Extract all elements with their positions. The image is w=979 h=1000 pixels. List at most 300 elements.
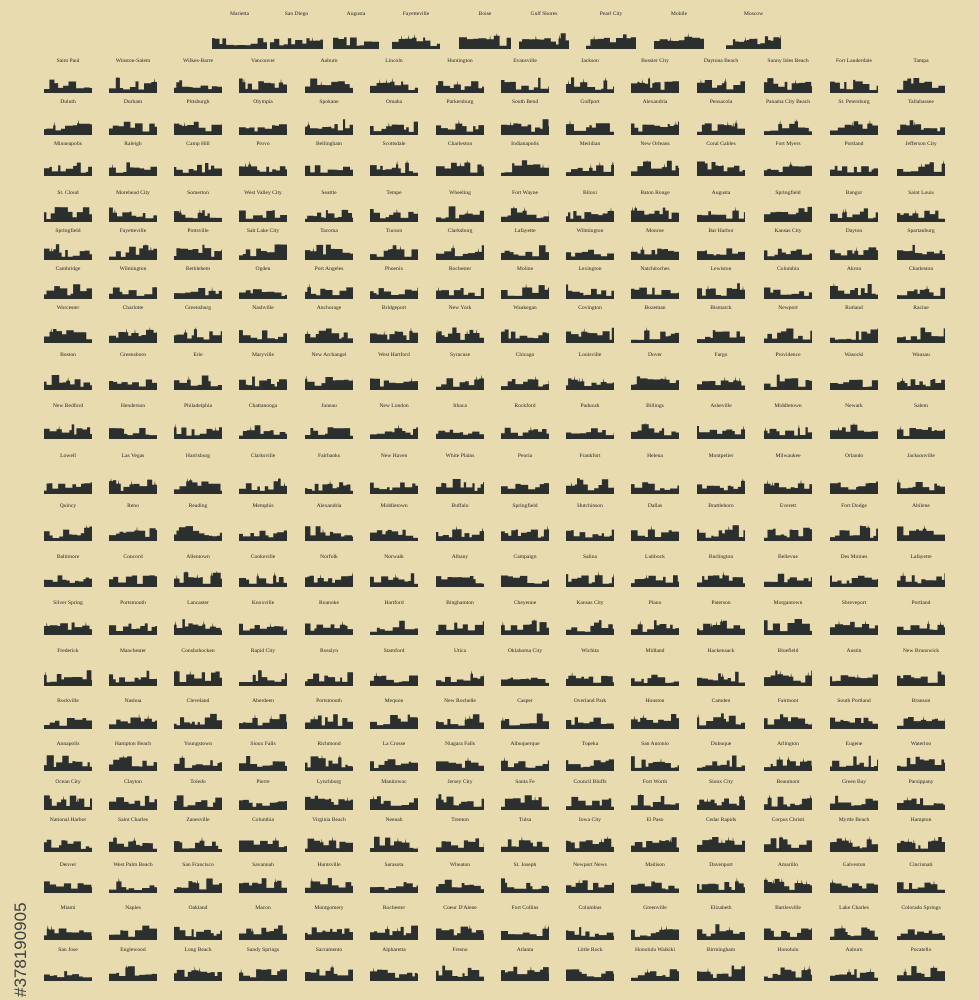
city-cell	[305, 305, 353, 343]
city-cell	[697, 99, 745, 135]
city-skyline-silhouette	[830, 77, 878, 93]
city-cell	[764, 779, 812, 810]
city-name: Saint Paul	[56, 58, 80, 64]
city-skyline-silhouette	[501, 244, 549, 260]
skyline-shape	[392, 34, 440, 49]
skyline-shape	[174, 619, 222, 635]
city-skyline-silhouette	[370, 160, 418, 176]
city-name: Charleston	[447, 141, 473, 147]
city-name: Fresno	[452, 947, 468, 953]
city-cell	[305, 698, 353, 729]
skyline-shape	[830, 674, 878, 686]
city-skyline-silhouette	[239, 478, 287, 494]
city-name: Frederick	[57, 648, 79, 654]
city-cell	[830, 600, 878, 635]
skyline-shape	[631, 288, 679, 299]
city-cell	[501, 141, 549, 176]
city-cell	[305, 266, 353, 299]
city-name: Camden	[711, 698, 731, 704]
city-name: Fort Lauderdale	[836, 58, 872, 64]
city-skyline-silhouette	[897, 77, 945, 93]
city-cell	[697, 266, 745, 299]
city-name: Durham	[123, 99, 143, 105]
skyline-shape	[370, 573, 418, 587]
city-skyline-silhouette	[370, 206, 418, 222]
city-name: Honolulu Waikiki	[635, 947, 675, 953]
city-skyline-silhouette	[44, 283, 92, 299]
skyline-shape	[697, 248, 745, 260]
city-name: Wilkes-Barre	[183, 58, 213, 64]
city-cell	[501, 698, 549, 729]
city-cell	[830, 305, 878, 343]
city-cell	[897, 779, 945, 810]
city-skyline-silhouette	[631, 283, 679, 299]
city-name: Naples	[125, 905, 141, 911]
skyline-shape	[109, 327, 157, 343]
city-skyline-silhouette	[370, 670, 418, 686]
city-name: Sarasota	[384, 862, 404, 868]
city-skyline-silhouette	[501, 924, 549, 940]
city-skyline-silhouette	[764, 283, 812, 299]
skyline-shape	[501, 795, 549, 810]
city-skyline-silhouette	[44, 877, 92, 893]
city-name: Cleveland	[186, 698, 210, 704]
city-skyline-silhouette	[44, 160, 92, 176]
city-name: Lewiston	[710, 266, 732, 272]
city-name: Fort Worth	[642, 779, 668, 785]
skyline-shape	[305, 714, 353, 729]
city-cell	[654, 11, 704, 49]
city-name: South Portland	[837, 698, 871, 704]
city-cell	[697, 305, 745, 343]
city-name: Pocatello	[910, 947, 932, 953]
city-skyline-silhouette	[436, 836, 484, 852]
city-skyline-silhouette	[459, 33, 511, 49]
skyline-shape	[764, 619, 812, 635]
city-skyline-silhouette	[897, 119, 945, 135]
city-cell	[239, 403, 287, 439]
city-name: Tacoma	[320, 228, 338, 234]
city-name: Duluth	[60, 99, 76, 105]
skyline-shape	[631, 206, 679, 222]
city-skyline-silhouette	[566, 755, 614, 771]
city-name: Kansas City	[576, 600, 604, 606]
city-cell	[370, 817, 418, 852]
city-cell	[764, 141, 812, 176]
city-name: Richmond	[317, 741, 341, 747]
city-skyline-silhouette	[239, 327, 287, 343]
city-cell	[897, 554, 945, 587]
city-cell	[566, 228, 614, 260]
skyline-shape	[830, 576, 878, 587]
city-name: Newport	[778, 305, 798, 311]
city-cell	[830, 58, 878, 93]
city-name: Lincoln	[385, 58, 403, 64]
city-name: South Bend	[511, 99, 539, 105]
city-name: Pittsburgh	[186, 99, 210, 105]
skyline-shape	[501, 483, 549, 494]
city-name: Norfolk	[320, 554, 338, 560]
skyline-shape	[305, 572, 353, 587]
city-skyline-silhouette	[631, 755, 679, 771]
city-cell	[897, 266, 945, 299]
city-skyline-silhouette	[174, 836, 222, 852]
city-name: Toledo	[190, 779, 206, 785]
city-skyline-silhouette	[370, 327, 418, 343]
skyline-shape	[239, 714, 287, 729]
city-skyline-silhouette	[174, 755, 222, 771]
city-skyline-silhouette	[436, 924, 484, 940]
city-name: Birmingham	[706, 947, 736, 953]
city-cell	[697, 58, 745, 93]
city-name: Parkersburg	[446, 99, 474, 105]
city-name: Waukegan	[513, 305, 537, 311]
city-name: Syracuse	[449, 352, 471, 358]
city-cell	[370, 352, 418, 390]
city-skyline-silhouette	[501, 374, 549, 390]
city-cell	[897, 453, 945, 494]
city-name: Lake Charles	[839, 905, 869, 911]
city-name: Minneapolis	[54, 141, 82, 147]
city-name: Daytona Beach	[703, 58, 739, 64]
skyline-shape	[501, 245, 549, 260]
city-name: Wichita	[581, 648, 599, 654]
skyline-shape	[109, 965, 157, 981]
skyline-shape	[501, 966, 549, 981]
skyline-shape	[305, 283, 353, 299]
city-cell	[305, 554, 353, 587]
skyline-shape	[239, 478, 287, 494]
city-skyline-silhouette	[501, 794, 549, 810]
city-name: New Rochelle	[444, 698, 476, 704]
city-skyline-silhouette	[239, 713, 287, 729]
city-skyline-silhouette	[697, 713, 745, 729]
skyline-shape	[239, 210, 287, 222]
city-name: Fairmont	[777, 698, 799, 704]
skyline-shape	[305, 165, 353, 176]
city-skyline-silhouette	[631, 836, 679, 852]
city-cell	[174, 403, 222, 439]
skyline-shape	[109, 287, 157, 299]
city-name: New Brunswick	[902, 648, 940, 654]
city-cell	[370, 947, 418, 981]
skyline-shape	[897, 796, 945, 810]
skyline-shape	[764, 249, 812, 260]
city-skyline-silhouette	[586, 33, 636, 49]
city-cell	[239, 453, 287, 494]
city-cell	[305, 99, 353, 135]
city-name: Kansas City	[774, 228, 802, 234]
skyline-shape	[109, 755, 157, 771]
city-cell	[44, 453, 92, 494]
city-skyline-silhouette	[174, 713, 222, 729]
city-name: Fort Collins	[511, 905, 539, 911]
city-name: Reading	[188, 503, 208, 509]
city-skyline-silhouette	[764, 836, 812, 852]
city-skyline-silhouette	[305, 206, 353, 222]
city-cell	[239, 947, 287, 981]
skyline-shape	[897, 525, 945, 541]
city-name: Helena	[647, 453, 663, 459]
skyline-shape	[830, 423, 878, 439]
city-name: Henderson	[120, 403, 146, 409]
city-skyline-silhouette	[697, 965, 745, 981]
city-cell	[239, 190, 287, 222]
city-name: Manitowoc	[381, 779, 407, 785]
city-name: Houston	[645, 698, 665, 704]
city-skyline-silhouette	[764, 924, 812, 940]
city-name: New Archangel	[311, 352, 347, 358]
skyline-shape	[501, 678, 549, 686]
city-cell	[631, 817, 679, 852]
skyline-shape	[697, 283, 745, 299]
city-name: Annapolis	[56, 741, 80, 747]
city-cell	[305, 817, 353, 852]
city-skyline-silhouette	[370, 619, 418, 635]
city-name: Lubbock	[645, 554, 665, 560]
city-cell	[370, 741, 418, 771]
city-cell	[519, 11, 569, 49]
skyline-shape	[305, 427, 353, 439]
city-skyline-silhouette	[897, 713, 945, 729]
city-skyline-silhouette	[501, 77, 549, 93]
city-name: Marietta	[230, 11, 249, 17]
skyline-shape	[501, 376, 549, 391]
city-skyline-silhouette	[109, 571, 157, 587]
city-skyline-silhouette	[631, 924, 679, 940]
city-cell	[174, 741, 222, 771]
city-cell	[305, 648, 353, 686]
city-cell	[109, 600, 157, 635]
city-skyline-silhouette	[239, 374, 287, 390]
city-name: Santa Fe	[515, 779, 535, 785]
city-cell	[239, 648, 287, 686]
city-skyline-silhouette	[501, 713, 549, 729]
city-skyline-silhouette	[897, 374, 945, 390]
city-cell	[501, 862, 549, 893]
city-skyline-silhouette	[631, 160, 679, 176]
skyline-shape	[239, 837, 287, 852]
city-cell	[501, 905, 549, 940]
skyline-shape	[44, 840, 92, 852]
city-skyline-silhouette	[566, 423, 614, 439]
city-skyline-silhouette	[436, 877, 484, 893]
city-skyline-silhouette	[566, 206, 614, 222]
city-cell	[897, 352, 945, 390]
city-cell	[239, 266, 287, 299]
city-skyline-silhouette	[44, 670, 92, 686]
skyline-shape	[566, 428, 614, 439]
city-cell	[44, 698, 92, 729]
city-cell	[436, 503, 484, 541]
city-cell	[897, 698, 945, 729]
skyline-shape	[631, 327, 679, 343]
city-name: Indianapolis	[511, 141, 539, 147]
city-skyline-silhouette	[174, 794, 222, 810]
city-cell	[239, 905, 287, 940]
city-cell	[239, 228, 287, 260]
city-name: Virginia Beach	[312, 817, 346, 823]
skyline-shape	[305, 329, 353, 344]
city-cell	[370, 779, 418, 810]
city-cell	[501, 99, 549, 135]
skyline-shape	[239, 531, 287, 542]
city-cell	[239, 779, 287, 810]
skyline-shape	[501, 924, 549, 940]
skyline-shape	[501, 836, 549, 852]
skyline-shape	[44, 881, 92, 893]
city-skyline-silhouette	[830, 160, 878, 176]
skyline-shape	[239, 330, 287, 343]
skyline-shape	[764, 329, 812, 344]
skyline-shape	[501, 619, 549, 635]
city-name: Lancaster	[187, 600, 209, 606]
city-cell	[44, 58, 92, 93]
city-name: Buffalo	[451, 503, 469, 509]
city-cell	[764, 58, 812, 93]
city-cell	[44, 141, 92, 176]
city-skyline-silhouette	[830, 423, 878, 439]
city-name: Biloxi	[583, 190, 597, 196]
city-name: Dover	[648, 352, 662, 358]
skyline-shape	[830, 482, 878, 495]
city-cell	[501, 600, 549, 635]
city-cell	[830, 141, 878, 176]
city-name: Seattle	[321, 190, 337, 196]
skyline-shape	[897, 757, 945, 771]
city-name: Cincinnati	[909, 862, 933, 868]
skyline-shape	[631, 675, 679, 686]
city-skyline-silhouette	[174, 423, 222, 439]
city-skyline-silhouette	[897, 965, 945, 981]
city-skyline-silhouette	[654, 33, 704, 49]
city-cell	[305, 141, 353, 176]
city-name: Greensboro	[119, 352, 147, 358]
skyline-shape	[897, 716, 945, 729]
city-cell	[631, 141, 679, 176]
city-name: Newark	[845, 403, 863, 409]
skyline-shape	[174, 927, 222, 940]
skyline-shape	[370, 288, 418, 299]
city-name: Manchester	[119, 648, 147, 654]
city-skyline-silhouette	[897, 160, 945, 176]
city-cell	[239, 554, 287, 587]
skyline-shape	[174, 287, 222, 299]
skyline-shape	[697, 836, 745, 852]
city-name: Greensburg	[185, 305, 211, 311]
city-skyline-silhouette	[436, 77, 484, 93]
city-cell	[436, 58, 484, 93]
city-skyline-silhouette	[566, 571, 614, 587]
city-skyline-silhouette	[897, 877, 945, 893]
skyline-shape	[566, 836, 614, 852]
city-name: West Palm Beach	[113, 862, 153, 868]
skyline-shape	[631, 482, 679, 494]
city-name: Coeur D'Alene	[443, 905, 477, 911]
city-name: New Bedford	[52, 403, 84, 409]
city-cell	[436, 352, 484, 390]
city-name: Shreveport	[841, 600, 867, 606]
city-skyline-silhouette	[44, 327, 92, 343]
city-name: Abilene	[912, 503, 930, 509]
city-name: Winston-Salem	[115, 58, 151, 64]
skyline-shape	[897, 479, 945, 494]
city-name: Sacramento	[315, 947, 343, 953]
city-skyline-silhouette	[897, 836, 945, 852]
city-cell	[370, 190, 418, 222]
city-skyline-silhouette	[239, 965, 287, 981]
city-cell	[239, 58, 287, 93]
city-name: Pearl City	[599, 11, 623, 17]
city-cell	[174, 266, 222, 299]
city-name: Huntsville	[317, 862, 341, 868]
skyline-shape	[305, 927, 353, 940]
skyline-shape	[44, 120, 92, 136]
city-name: Elizabeth	[710, 905, 732, 911]
city-cell	[44, 947, 92, 981]
skyline-shape	[631, 714, 679, 729]
city-cell	[44, 817, 92, 852]
skyline-shape	[174, 245, 222, 260]
city-skyline-silhouette	[631, 670, 679, 686]
city-skyline-silhouette	[830, 283, 878, 299]
city-name: Providence	[775, 352, 801, 358]
city-cell	[566, 305, 614, 343]
city-name: Jackson	[581, 58, 599, 64]
city-skyline-silhouette	[631, 794, 679, 810]
skyline-shape	[697, 478, 745, 494]
city-skyline-silhouette	[239, 836, 287, 852]
city-skyline-silhouette	[566, 713, 614, 729]
city-skyline-silhouette	[174, 327, 222, 343]
city-skyline-silhouette	[897, 924, 945, 940]
city-cell	[631, 905, 679, 940]
skyline-shape	[566, 672, 614, 686]
city-skyline-silhouette	[697, 119, 745, 135]
skyline-shape	[566, 285, 614, 300]
city-skyline-silhouette	[501, 965, 549, 981]
skyline-shape	[370, 925, 418, 940]
city-skyline-silhouette	[566, 877, 614, 893]
city-skyline-silhouette	[174, 877, 222, 893]
city-name: Casper	[517, 698, 533, 704]
city-skyline-silhouette	[109, 713, 157, 729]
city-cell	[830, 741, 878, 771]
city-cell	[631, 947, 679, 981]
city-cell	[631, 453, 679, 494]
city-cell	[370, 141, 418, 176]
skyline-shape	[764, 207, 812, 222]
city-name: Auburn	[845, 947, 863, 953]
skyline-shape	[897, 965, 945, 981]
city-name: Honolulu	[777, 947, 799, 953]
skyline-shape	[830, 879, 878, 893]
city-cell	[370, 905, 418, 940]
city-skyline-silhouette	[830, 755, 878, 771]
city-name: Columbia	[251, 817, 275, 823]
city-cell	[109, 862, 157, 893]
skyline-shape	[566, 530, 614, 541]
city-skyline-silhouette	[501, 836, 549, 852]
city-skyline-silhouette	[764, 755, 812, 771]
city-skyline-silhouette	[566, 478, 614, 494]
city-skyline-silhouette	[631, 244, 679, 260]
skyline-shape	[566, 927, 614, 940]
city-cell	[764, 503, 812, 541]
skyline-shape	[897, 929, 945, 940]
skyline-shape	[239, 124, 287, 135]
skyline-shape	[764, 78, 812, 93]
